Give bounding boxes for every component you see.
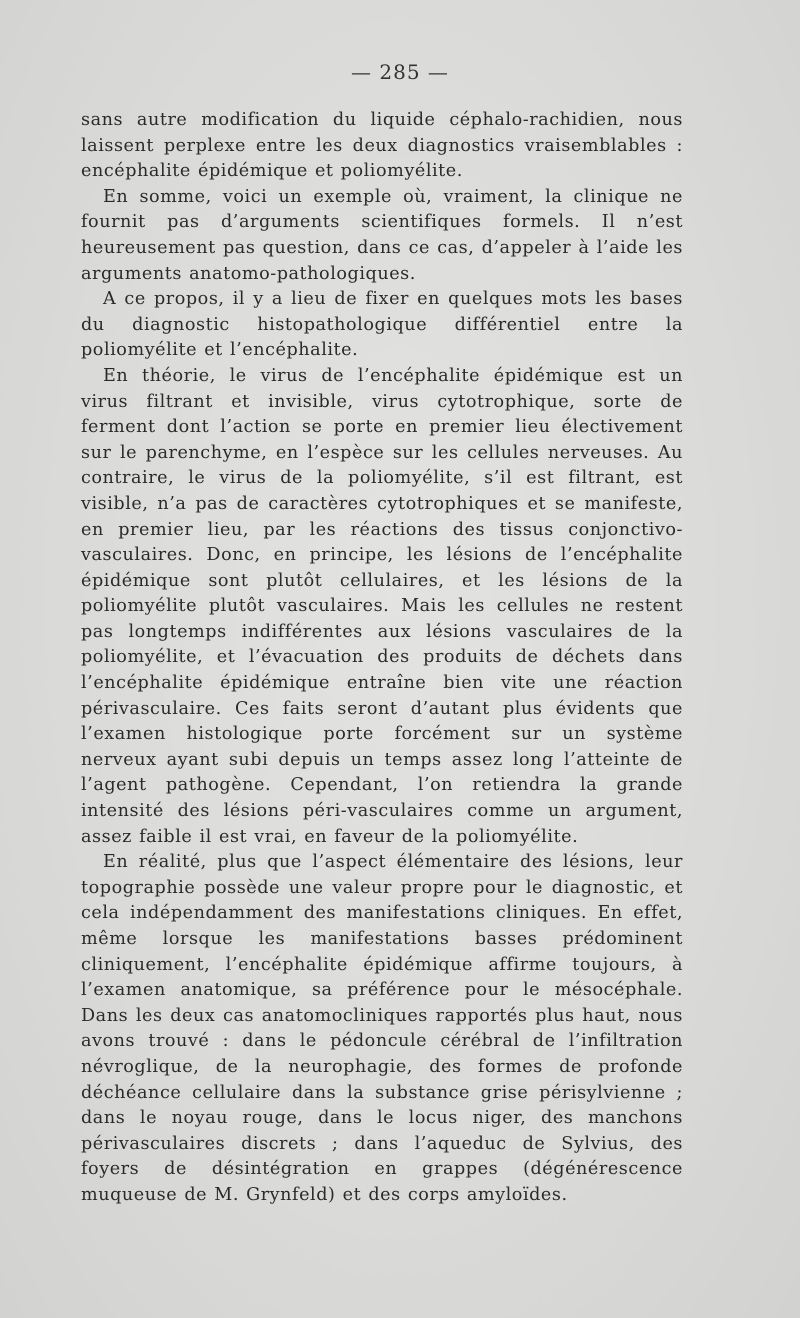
paragraph-2: En somme, voici un exemple où, vraiment, la clinique ne fournit pas d’arguments scientifiques formels. Il n’est heureusement pas question, dans ce cas, d’appeler à l’aide les arguments anatomo-pathologiques. [81,186,683,284]
paragraph-5: En réalité, plus que l’aspect élémentaire des lésions, leur topographie possède une valeur propre pour le diagnostic, et cela indépendamment des manifestations cliniques. En effet, même lorsque les manifestations basses prédominent cliniquement, l’encéphalite épidémique affirme toujours, à l’examen anatomique, sa préférence pour le mésocéphale. Dans les deux cas anatomocliniques rapportés plus haut, nous avons trouvé : dans le pédoncule cérébral de l’infiltration névroglique, de la neurophagie, des formes de profonde déchéance cellulaire dans la substance grise périsylvienne ; dans le noyau rouge, dans le locus niger, des manchons périvasculaires discrets ; dans l’aqueduc de Sylvius, des foyers de désintégration en grappes (dégénérescence muqueuse de M. Grynfeld) et des corps amyloïdes. [81,852,683,1205]
paragraph-1: sans autre modification du liquide céphalo-rachidien, nous laissent perplexe entre les deux diagnostics vraisemblables : encéphalite épidémique et poliomyélite. [81,110,683,182]
paragraph-4: En théorie, le virus de l’encéphalite épidémique est un virus filtrant et invisible, virus cytotrophique, sorte de ferment dont l’action se porte en premier lieu électivement sur le parenchyme, en l’espèce sur les cellules nerveuses. Au contraire, le virus de la poliomyélite, s’il est filtrant, est visible, n’a pas de caractères cytotrophiques et se manifeste, en premier lieu, par les réactions des tissus conjonctivo-vasculaires. Donc, en principe, les lésions de l’encéphalite épidémique sont plutôt cellulaires, et les lésions de la poliomyélite plutôt vasculaires. Mais les cellules ne restent pas longtemps indifférentes aux lésions vasculaires de la poliomyélite, et l’évacuation des produits de déchets dans l’encéphalite épidémique entraîne bien vite une réaction périvasculaire. Ces faits seront d’autant plus évidents que l’examen histologique porte forcément sur un système nerveux ayant subi depuis un temps assez long l’atteinte de l’agent pathogène. Cependant, l’on retiendra la grande intensité des lésions péri-vasculaires comme un argument, assez faible il est vrai, en faveur de la poliomyélite. [81,365,683,847]
page-number: — 285 — [351,60,449,84]
body-text [81,108,683,1209]
paragraph-3: A ce propos, il y a lieu de fixer en quelques mots les bases du diagnostic histopathologique différentiel entre la poliomyélite et l’encéphalite. [81,289,683,361]
